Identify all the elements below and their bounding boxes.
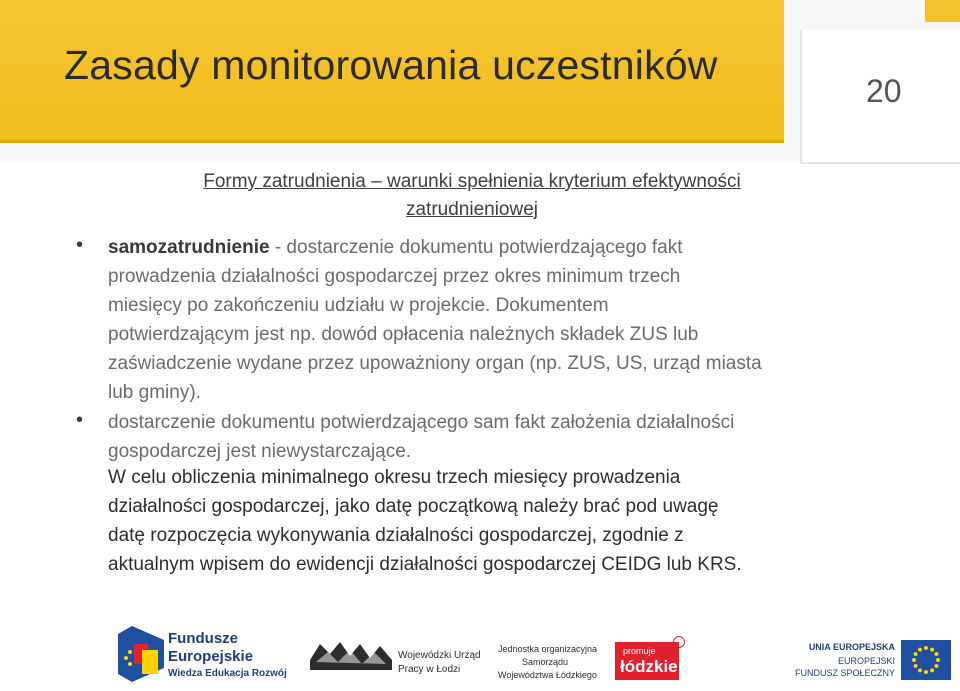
wup-name-line-2: Pracy w Łodzi bbox=[398, 664, 461, 675]
bullet-2-line-1: dostarczenie dokumentu potwierdzającego sam fakt założenia działalności bbox=[108, 412, 735, 433]
bullet-1-line-3: miesięcy po zakończeniu udziału w projekcie. Dokumentem bbox=[108, 295, 609, 316]
jo-line-2: Samorządu bbox=[522, 657, 569, 667]
slide-title: Zasady monitorowania uczestników bbox=[64, 42, 718, 88]
fe-name-line-1: Fundusze bbox=[168, 630, 238, 647]
ue-line-1: UNIA EUROPEJSKA bbox=[808, 642, 895, 652]
jo-line-3: Województwa Łódzkiego bbox=[498, 670, 597, 680]
promuje-big-text: łódzkie bbox=[620, 657, 678, 676]
promuje-lodzkie-logo bbox=[615, 636, 687, 680]
page-number: 20 bbox=[866, 73, 902, 109]
bullet-1-line-2: prowadzenia działalności gospodarczej przez okres minimum trzech bbox=[108, 266, 681, 287]
eu-flag-icon bbox=[901, 640, 951, 680]
wup-logo bbox=[310, 640, 480, 680]
unia-europejska-logo bbox=[708, 638, 953, 686]
section-heading-line-1: Formy zatrudnienia – warunki spełnienia kryterium efektywności bbox=[203, 171, 741, 192]
ue-line-3: FUNDUSZ SPOŁECZNY bbox=[794, 668, 895, 678]
footer-logos bbox=[0, 618, 960, 691]
fe-emblem-icon bbox=[118, 626, 164, 682]
fe-program-name: Wiedza Edukacja Rozwój bbox=[168, 668, 287, 679]
fe-name-line-2: Europejskie bbox=[168, 648, 254, 665]
jednostka-organizacyjna-text bbox=[498, 644, 608, 684]
bullet-2-line-2: gospodarczej jest niewystarczające. bbox=[108, 441, 412, 462]
bullet-dot: • bbox=[76, 234, 84, 256]
bullet-1-line-4: potwierdzającym jest np. dowód opłacenia należnych składek ZUS lub bbox=[108, 324, 699, 345]
bullet-1-line-5: zaświadczenie wydane przez upoważniony organ (np. ZUS, US, urząd miasta bbox=[108, 353, 762, 374]
jo-line-1: Jednostka organizacyjna bbox=[498, 644, 598, 654]
bullet-1-line-1 bbox=[108, 233, 838, 262]
registered-mark-icon bbox=[673, 636, 685, 648]
paragraph-line-3: datę rozpoczęcia wykonywania działalności gospodarczej, zgodnie z bbox=[108, 525, 684, 546]
ue-line-2: EUROPEJSKI bbox=[837, 656, 895, 666]
section-heading-line-2: zatrudnieniowej bbox=[405, 199, 539, 220]
promuje-small-text: promuje bbox=[623, 646, 656, 656]
paragraph-line-1: W celu obliczenia minimalnego okresu trzech miesięcy prowadzenia bbox=[108, 467, 681, 488]
paragraph-line-4: aktualnym wpisem do ewidencji działalności gospodarczej CEIDG lub KRS. bbox=[108, 554, 742, 575]
paragraph-line-2: działalności gospodarczej, jako datę początkową należy brać pod uwagę bbox=[108, 496, 719, 517]
wup-name-line-1: Wojewódzki Urząd bbox=[398, 650, 481, 661]
bullet-1-keyword: samozatrudnienie bbox=[108, 237, 270, 258]
bullet-1-text: - dostarczenie dokumentu potwierdzającego fakt bbox=[269, 237, 683, 258]
bullet-1-line-6: lub gminy). bbox=[108, 382, 201, 403]
fundusze-europejskie-logo bbox=[118, 626, 287, 686]
wup-emblem-icon bbox=[310, 640, 392, 672]
bullet-dot: • bbox=[76, 409, 84, 431]
